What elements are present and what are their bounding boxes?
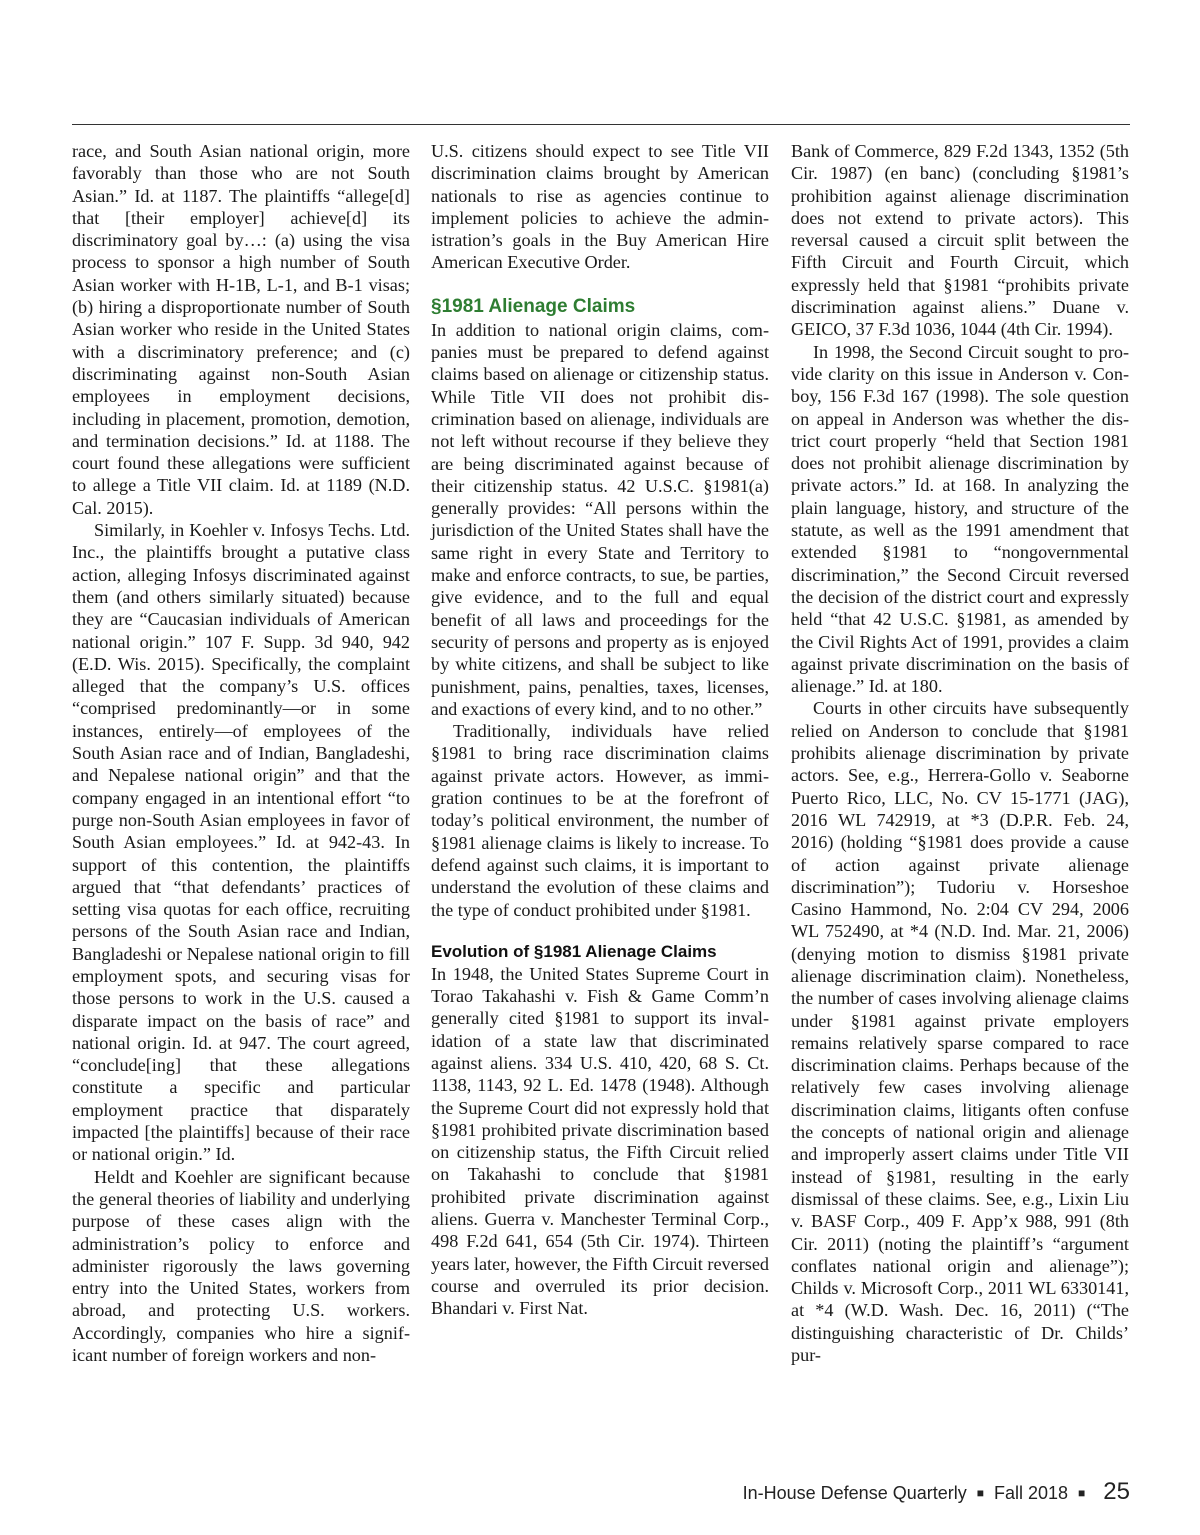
paragraph: race, and South Asian national origin, more favorably than those who are not South Asian.” Id. at 1187. The plaintiffs “allege[d] that [their employer] achieve[d] its discriminatory goal by…: (a) using the visa process to sponsor a high number of South Asian worker with H-1B, L-1, and B-1 visas; (b) hiring a disproportionate number of South Asian worker who reside in the United States with a discriminatory preference; and (c) discriminating against non-South Asian employees in employment decisions, including in placement, promotion, demotion, and termination decisions.” Id. at 1188. The court found these allegations were sufficient to allege a Title VII claim. Id. at 1189 (N.D. Cal. 2015).: [72, 141, 410, 518]
publication-name: In-House Defense Quarterly: [742, 1483, 967, 1503]
page-footer: [743, 1478, 1130, 1506]
paragraph: Heldt and Koehler are significant because the general theories of liability and underlying purpose of these cases align with the administration’s policy to enforce and administer rigorously the laws governing entry into the United States, workers from abroad, and protecting U.S. workers. Accordingly, companies who hire a significant number of foreign workers and non-: [72, 1166, 410, 1366]
top-rule: [72, 124, 1130, 125]
page-number: 25: [1103, 1478, 1130, 1505]
paragraph: In addition to national origin claims, companies must be prepared to defend against claims based on alienage or citizenship status. While Title VII does not prohibit discrimination based on alienage, individuals are not left without recourse if they believe they are being discriminated against because of their citizenship status. 42 U.S.C. §1981(a) generally provides: “All persons within the jurisdiction of the United States shall have the same right in every State and Territory to make and enforce contracts, to sue, be parties, give evidence, and to the full and equal benefit of all laws and proceedings for the security of persons and property as is enjoyed by white citizens, and shall be subject to like punishment, pains, penalties, taxes, licenses, and exactions of every kind, and to no other.”: [431, 319, 769, 719]
bullet-separator: ■: [976, 1486, 984, 1500]
column-3: [791, 140, 1129, 1366]
paragraph: U.S. citizens should expect to see Title VII discrimination claims brought by American nationals to rise as agencies continue to implement policies to achieve the administration’s goals in the Buy American Hire American Executive Order.: [431, 141, 769, 273]
issue-label: Fall 2018: [993, 1483, 1069, 1503]
paragraph: Traditionally, individuals have relied §1981 to bring race discrimination claims against private actors. However, as immigration continues to be at the forefront of today’s political environment, the number of §1981 alienage claims is likely to increase. To defend against such claims, it is important to understand the evolution of these claims and the type of conduct prohibited under §1981.: [431, 721, 769, 920]
column-1: [72, 140, 410, 1366]
paragraph: Bank of Commerce, 829 F.2d 1343, 1352 (5th Cir. 1987) (en banc) (concluding §1981’s prohibition against alienage discrimination does not extend to private actors). This reversal caused a circuit split between the Fifth Circuit and Fourth Circuit, which expressly held that §1981 “prohibits private discrimination against aliens.” Duane v. GEICO, 37 F.3d 1036, 1044 (4th Cir. 1994).: [791, 141, 1129, 340]
column-2: [431, 140, 769, 1320]
paragraph: In 1948, the United States Supreme Court in Torao Takahashi v. Fish & Game Comm’n generally cited §1981 to support its invalidation of a state law that discriminated against aliens. 334 U.S. 410, 420, 68 S. Ct. 1138, 1143, 92 L. Ed. 1478 (1948). Although the Supreme Court did not expressly hold that §1981 prohibited private discrimination based on citizenship status, the Fifth Circuit relied on Takahashi to conclude that §1981 prohibited private discrimination against aliens. Guerra v. Manchester Terminal Corp., 498 F.2d 641, 654 (5th Cir. 1974). Thirteen years later, however, the Fifth Circuit reversed course and overruled its prior decision. Bhandari v. First Nat.: [431, 963, 769, 1319]
bullet-separator: ■: [1078, 1486, 1086, 1500]
section-heading: §1981 Alienage Claims: [431, 295, 636, 317]
subsection-heading: Evolution of §1981 Alienage Claims: [431, 941, 717, 961]
paragraph: Courts in other circuits have subsequently relied on Anderson to conclude that §1981 prohibits alienage discrimination by private actors. See, e.g., Herrera-Gollo v. Seaborne Puerto Rico, LLC, No. CV 15-1771 (JAG), 2016 WL 742919, at *3 (D.P.R. Feb. 24, 2016) (holding “§1981 does provide a cause of action against private alienage discrimination”); Tudoriu v. Horseshoe Casino Hammond, No. 2:04 CV 294, 2006 WL 752490, at *4 (N.D. Ind. Mar. 21, 2006) (denying motion to dismiss §1981 private alienage discrimination claim). Nonetheless, the number of cases involving alienage claims under §1981 against private employers remains relatively sparse compared to race discrimination claims. Perhaps because of the relatively few cases involving alienage discrimination claims, litigants often confuse the concepts of national origin and alienage and improperly assert claims under Title VII instead of §1981, resulting in the early dismissal of these claims. See, e.g., Lixin Liu v. BASF Corp., 409 F. App’x 988, 991 (8th Cir. 2011) (noting the plaintiff’s “argument conflates national origin and alienage”); Childs v. Microsoft Corp., 2011 WL 6330141, at *4 (W.D. Wash. Dec. 16, 2011) (“The distinguishing characteristic of Dr. Childs’ pur-: [791, 698, 1129, 1366]
paragraph: In 1998, the Second Circuit sought to provide clarity on this issue in Anderson v. Conboy, 156 F.3d 167 (1998). The sole question on appeal in Anderson was whether the district court properly “held that Section 1981 does not prohibit alienage discrimination by private actors.” Id. at 168. In analyzing the plain language, history, and structure of the statute, as well as the 1991 amendment that extended §1981 to “nongovernmental discrimination,” the Second Circuit reversed the decision of the district court and expressly held “that 42 U.S.C. §1981, as amended by the Civil Rights Act of 1991, provides a claim against private discrimination on the basis of alienage.” Id. at 180.: [791, 341, 1129, 697]
paragraph: Similarly, in Koehler v. Infosys Techs. Ltd. Inc., the plaintiffs brought a putative class action, alleging Infosys discriminated against them (and others similarly situated) because they are “Caucasian individuals of American national origin.” 107 F. Supp. 3d 940, 942 (E.D. Wis. 2015). Specifically, the complaint alleged that the company’s U.S. offices “comprised predominantly—or in some instances, entirely—of employees of the South Asian race and of Indian, Bangladeshi, and Nepalese national origin” and that the company engaged in an intentional effort “to purge non-South Asian employees in favor of South Asian employees.” Id. at 942-43. In support of this contention, the plaintiffs argued that “that defendants’ practices of setting visa quotas for each office, recruiting persons of the South Asian race and Indian, Bangladeshi or Nepalese national origin to fill employment spots, and securing visas for those persons to work in the U.S. caused a disparate impact on the basis of race” and national origin. Id. at 947. The court agreed, “conclude[ing] that these allegations constitute a specific and particular employment practice that disparately impacted [the plaintiffs] because of their race or national origin.” Id.: [72, 520, 410, 1165]
